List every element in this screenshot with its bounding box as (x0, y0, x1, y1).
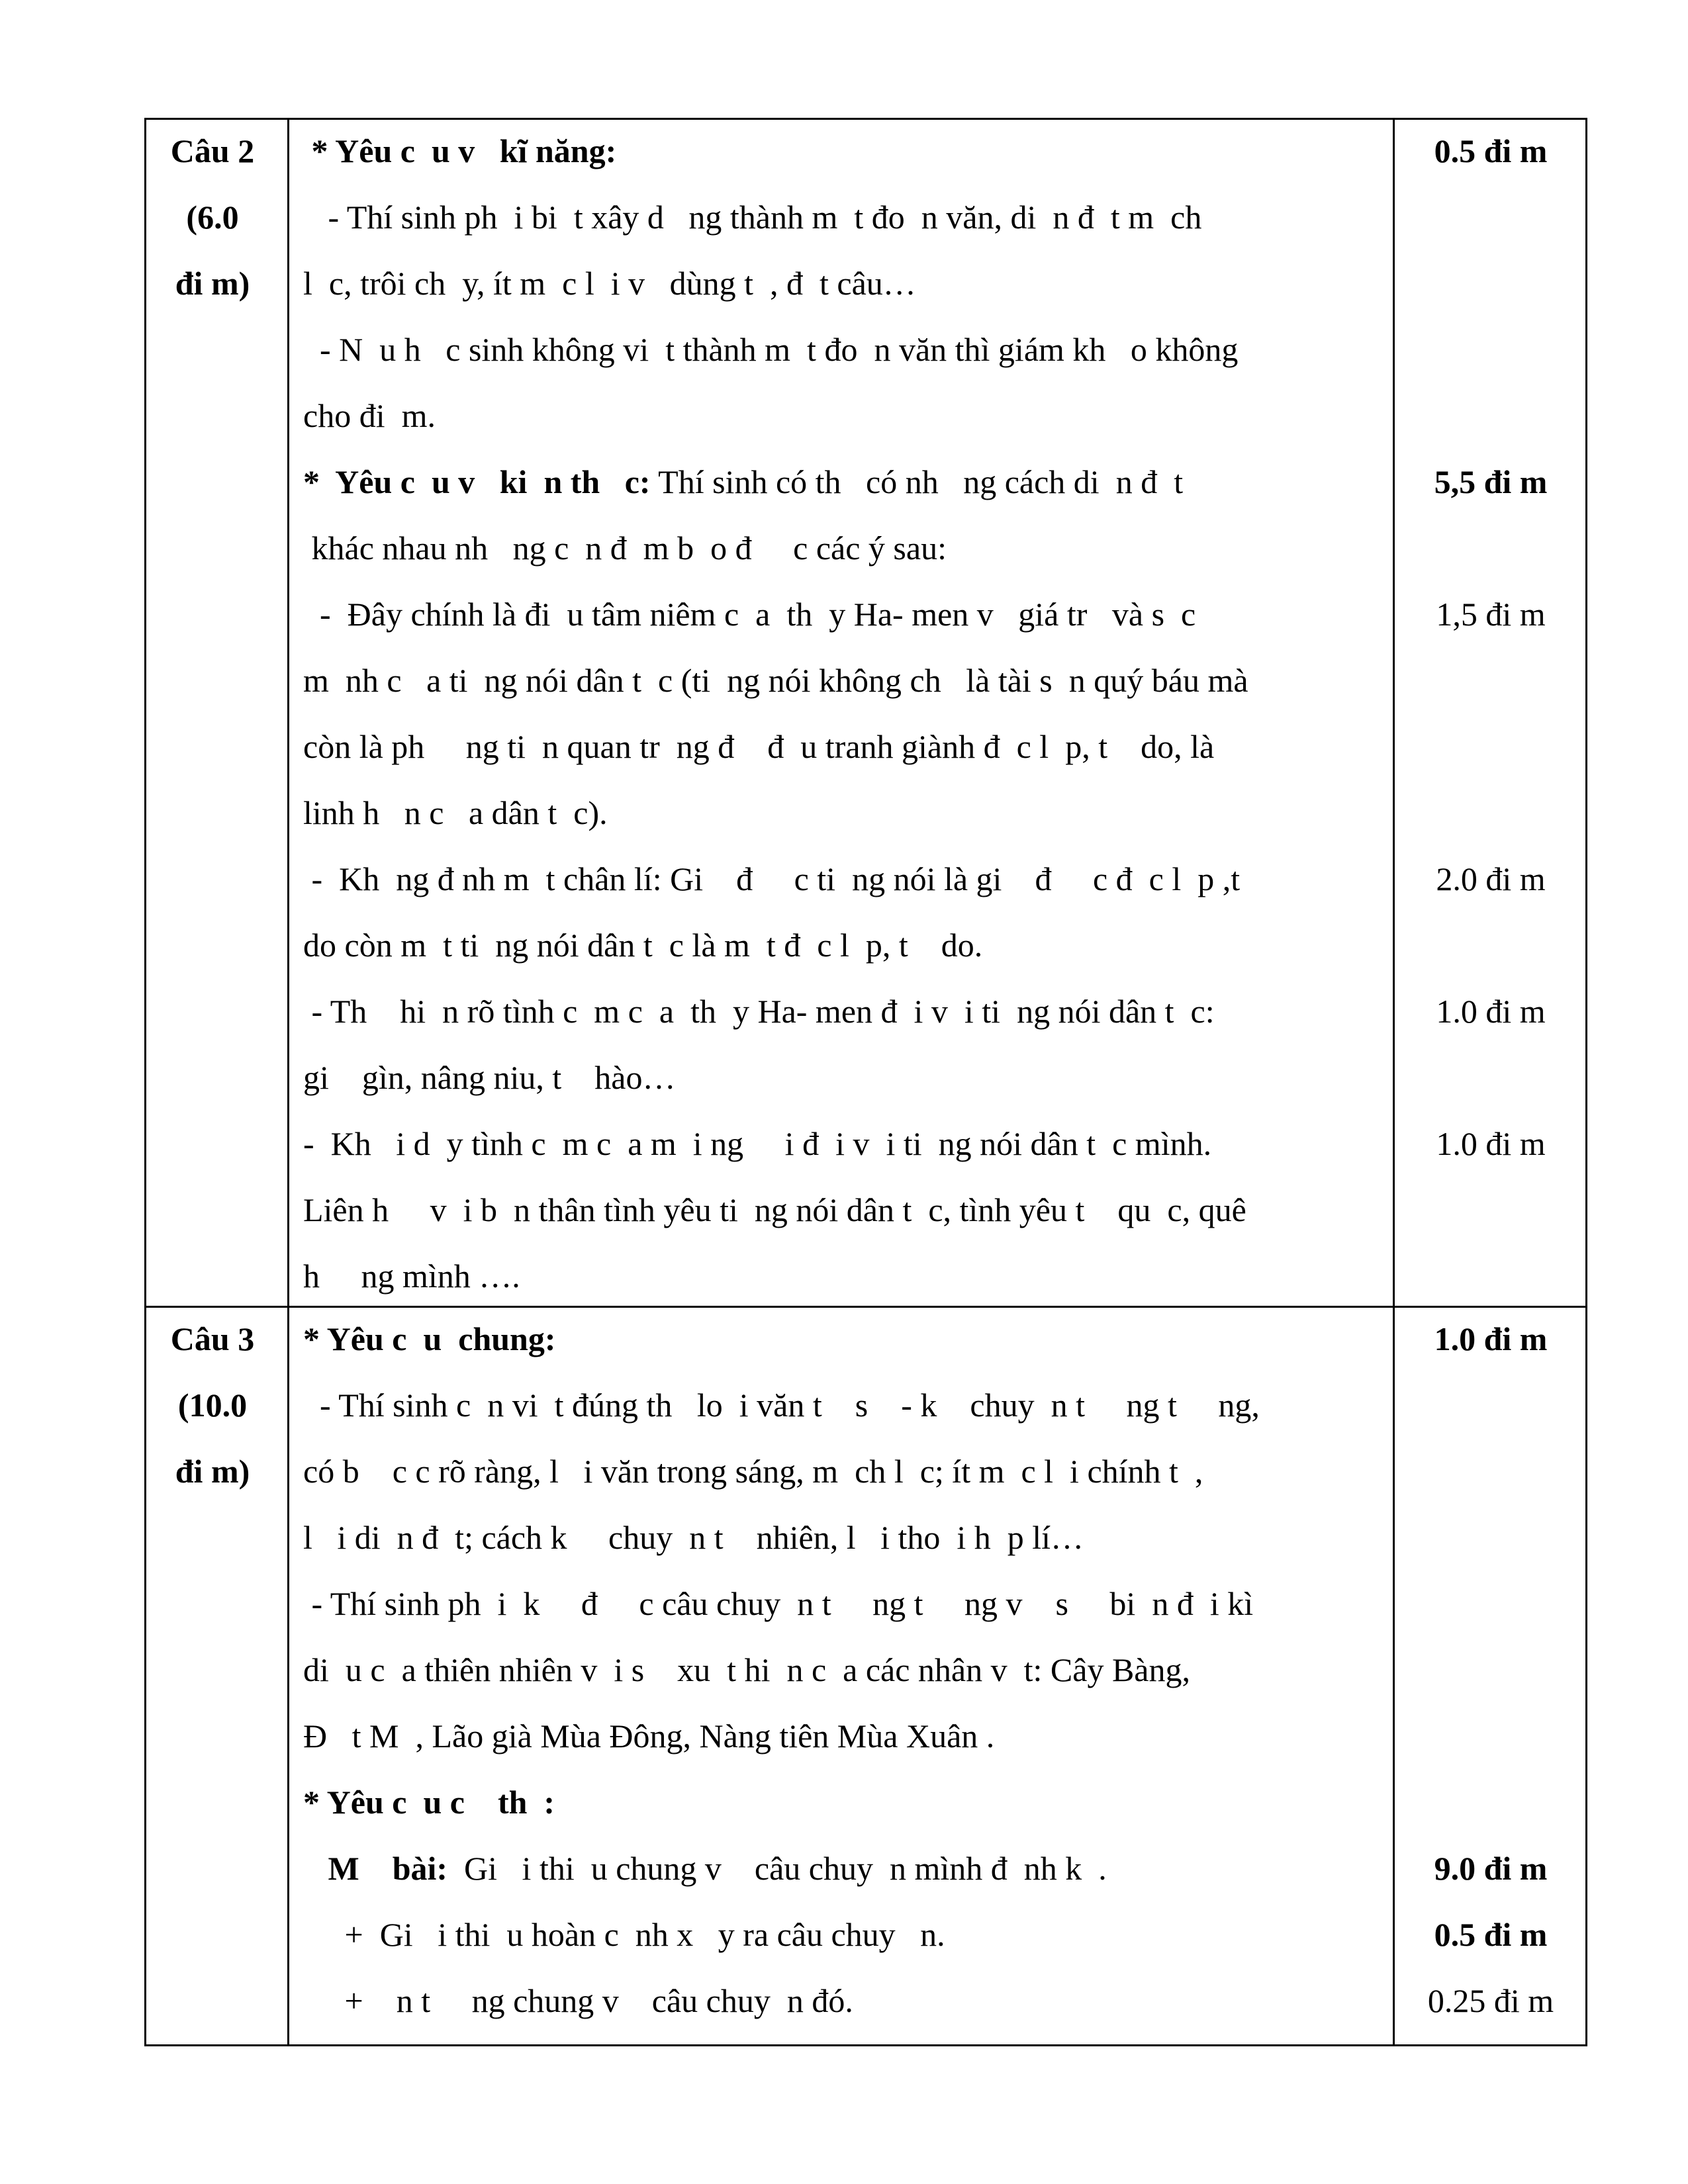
answer-line (303, 1177, 1382, 1243)
score-value: 0.5 đi m (1434, 1916, 1548, 1953)
question-label (144, 118, 281, 316)
answer-line (303, 581, 1382, 647)
answer-line (303, 449, 1382, 515)
score-value: 1.0 đi m (1436, 1125, 1546, 1162)
answer-line (303, 1968, 1382, 2034)
answer-text: - Th hi n rõ tình c m c a th y Ha- men đ i v i ti ng nói dân t c: (303, 993, 1215, 1030)
answer-text: * Yêu c u chung: (303, 1320, 556, 1357)
score-value: 9.0 đi m (1434, 1850, 1548, 1887)
answer-content (303, 1306, 1382, 2034)
answer-text: di u c a thiên nhiên v i s xu t hi n c a các nhân v t: Cây Bàng, (303, 1651, 1190, 1688)
answer-text: - Thí sinh c n vi t đúng th lo i văn t s - k chuy n t ng t ng, (303, 1387, 1260, 1424)
answer-line (303, 1835, 1382, 1901)
question-label-line: (10.0 (177, 1387, 248, 1424)
answer-line (303, 515, 1382, 581)
answer-text: Liên h v i b n thân tình yêu ti ng nói dân t c, tình yêu t qu c, quê (303, 1191, 1246, 1228)
answer-line (303, 1504, 1382, 1570)
answer-line (303, 383, 1382, 449)
table-divider-score (1393, 118, 1395, 2046)
table-border-left (144, 118, 146, 2046)
answer-text: Gi i thi u chung v câu chuy n mình đ nh k . (447, 1850, 1107, 1887)
answer-line (303, 1438, 1382, 1504)
answer-text: - N u h c sinh không vi t thành m t đo n văn thì giám kh o không (303, 331, 1239, 368)
answer-text: l c, trôi ch y, ít m c l i v dùng t , đ t câu… (303, 265, 916, 302)
answer-text: - Thí sinh ph i bi t xây d ng thành m t đo n văn, di n đ t m ch (303, 199, 1202, 236)
answer-line (303, 250, 1382, 316)
answer-line (303, 1769, 1382, 1835)
answer-text: do còn m t ti ng nói dân t c là m t đ c l p, t do. (303, 927, 983, 964)
answer-line (303, 912, 1382, 978)
answer-text: * Yêu c u c th : (303, 1784, 555, 1821)
answer-line (303, 1306, 1382, 1372)
answer-line (303, 1637, 1382, 1703)
answer-line (303, 316, 1382, 383)
answer-line (303, 846, 1382, 912)
table-border-right (1585, 118, 1587, 2046)
question-label-line: đi m) (175, 265, 250, 302)
answer-text: h ng mình …. (303, 1257, 520, 1295)
answer-line (303, 780, 1382, 846)
answer-line (303, 713, 1382, 780)
answer-text: M bài: (303, 1850, 448, 1887)
question-label-line: Câu 2 (170, 132, 255, 169)
answer-text: * Yêu c u v ki n th c: (303, 463, 651, 500)
question-label (144, 1306, 281, 1504)
question-label-line: (6.0 (186, 199, 239, 236)
answer-line (303, 1044, 1382, 1111)
score-value: 5,5 đi m (1434, 463, 1548, 500)
answer-text: Đ t M , Lão già Mùa Đông, Nàng tiên Mùa Xuân . (303, 1717, 995, 1754)
answer-line (303, 1111, 1382, 1177)
answer-text: - Kh i d y tình c m c a m i ng i đ i v i ti ng nói dân t c mình. (303, 1125, 1212, 1162)
table-border-bottom (144, 2044, 1587, 2046)
answer-text: + Gi i thi u hoàn c nh x y ra câu chuy n. (303, 1916, 945, 1953)
answer-text: - Thí sinh ph i k đ c câu chuy n t ng t ng v s bi n đ i kì (303, 1585, 1254, 1622)
score-value: 0.25 đi m (1427, 1982, 1554, 2019)
question-label-line: Câu 3 (170, 1320, 255, 1357)
score-value: 0.5 đi m (1434, 132, 1548, 169)
score-value: 1,5 đi m (1436, 596, 1546, 633)
answer-text: + n t ng chung v câu chuy n đó. (303, 1982, 853, 2019)
answer-text: - Đây chính là đi u tâm niêm c a th y Ha- men v giá tr và s c (303, 596, 1196, 633)
answer-text: m nh c a ti ng nói dân t c (ti ng nói không ch là tài s n quý báu mà (303, 662, 1248, 699)
answer-text: Thí sinh có th có nh ng cách di n đ t (650, 463, 1184, 500)
answer-line (303, 1243, 1382, 1309)
answer-line (303, 1372, 1382, 1438)
answer-text: cho đi m. (303, 397, 436, 434)
answer-text: gi gìn, nâng niu, t hào… (303, 1059, 676, 1096)
answer-line (303, 118, 1382, 184)
answer-text: linh h n c a dân t c). (303, 794, 608, 831)
answer-text: * Yêu c u v kĩ năng: (303, 132, 617, 169)
question-label-line: đi m) (175, 1453, 250, 1490)
score-value: 1.0 đi m (1436, 993, 1546, 1030)
answer-line (303, 184, 1382, 250)
answer-text: khác nhau nh ng c n đ m b o đ c các ý sau: (303, 529, 947, 567)
answer-line (303, 1570, 1382, 1637)
answer-line (303, 978, 1382, 1044)
score-value: 2.0 đi m (1436, 860, 1546, 897)
answer-line (303, 1901, 1382, 1968)
answer-text: l i di n đ t; cách k chuy n t nhiên, l i tho i h p lí… (303, 1519, 1084, 1556)
answer-content (303, 118, 1382, 1309)
score-value: 1.0 đi m (1434, 1320, 1548, 1357)
answer-text: - Kh ng đ nh m t chân lí: Gi đ c ti ng nói là gi đ c đ c l p ,t (303, 860, 1241, 897)
answer-line (303, 1703, 1382, 1769)
answer-text: có b c c rõ ràng, l i văn trong sáng, m ch l c; ít m c l i chính t , (303, 1453, 1203, 1490)
answer-text: còn là ph ng ti n quan tr ng đ đ u tranh giành đ c l p, t do, là (303, 728, 1215, 765)
table-divider-label (287, 118, 289, 2046)
answer-line (303, 647, 1382, 713)
